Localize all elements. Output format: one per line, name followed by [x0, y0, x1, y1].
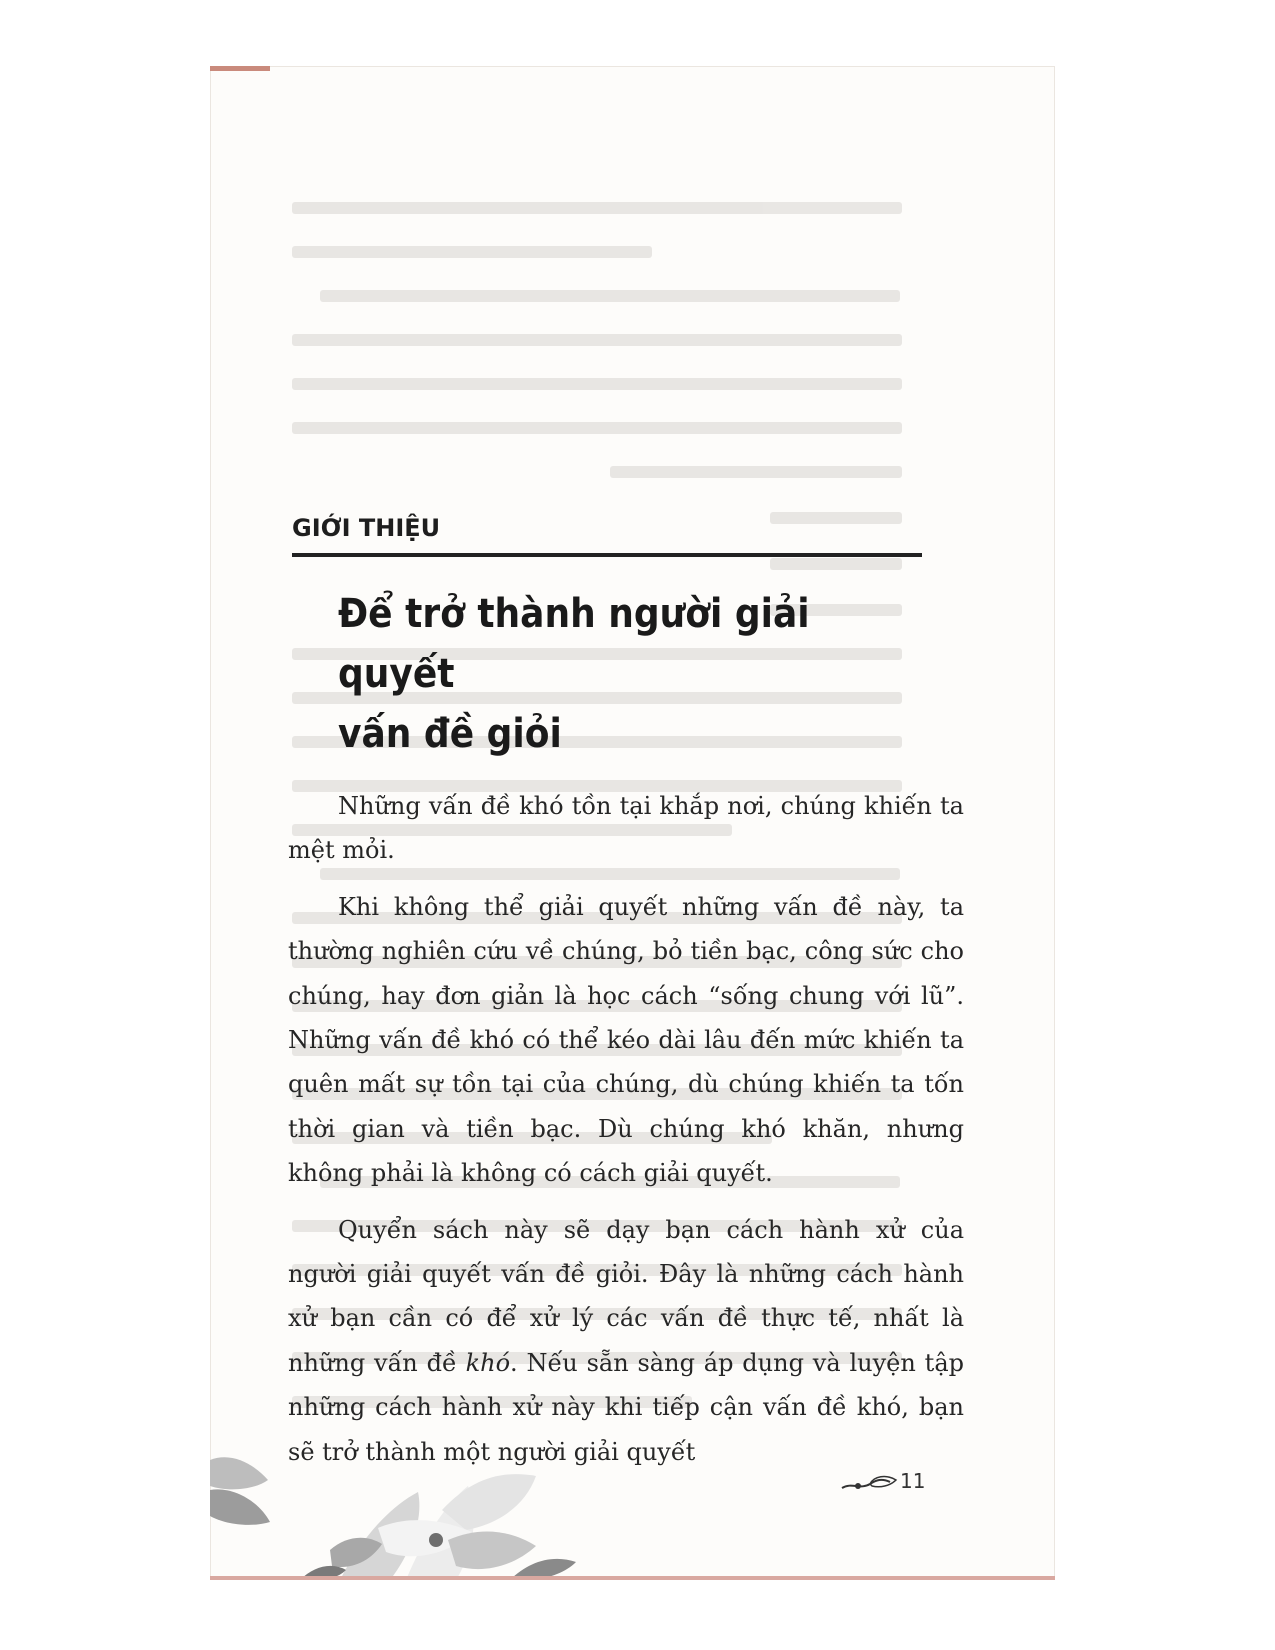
paragraph-3-part-2: . Nếu sẵn sàng áp dụng và luyện tập những cách hành xử này khi tiếp cận vấn đề khó, bạn sẽ trở thành một người giải quyết [288, 1348, 964, 1466]
paragraph-1: Những vấn đề khó tồn tại khắp nơi, chúng khiến ta mệt mỏi. [288, 792, 964, 865]
flower-icon [210, 1340, 630, 1580]
book-page [210, 66, 1055, 1580]
section-divider [292, 553, 922, 557]
chapter-title [338, 584, 842, 764]
page-number: 11 [900, 1469, 926, 1493]
paragraph-3-part-1: Quyển sách này sẽ dạy bạn cách hành xử của người giải quyết vấn đề giỏi. Đây là những cách hành xử bạn cần có để xử lý các vấn đề thực tế, nhất là những vấn đề [288, 1215, 964, 1377]
section-label: GIỚI THIỆU [292, 514, 441, 542]
flourish-icon [840, 1472, 902, 1494]
page-bottom-edge [210, 1576, 1055, 1580]
paragraph-2: Khi không thể giải quyết những vấn đề này, ta thường nghiên cứu về chúng, bỏ tiền bạc, công sức cho chúng, hay đơn giản là học cách “sống chung với lũ”. Những vấn đề khó có thể kéo dài lâu đến mức khiến ta quên mất sự tồn tại của chúng, dù chúng khiến ta tốn thời gian và tiền bạc. Dù chúng khó khăn, nhưng không phải là không có cách giải quyết. [288, 892, 964, 1188]
chapter-title-line-1: Để trở thành người giải quyết [338, 591, 810, 697]
emphasis-word: khó [465, 1348, 511, 1377]
chapter-title-line-2: vấn đề giỏi [338, 711, 562, 757]
